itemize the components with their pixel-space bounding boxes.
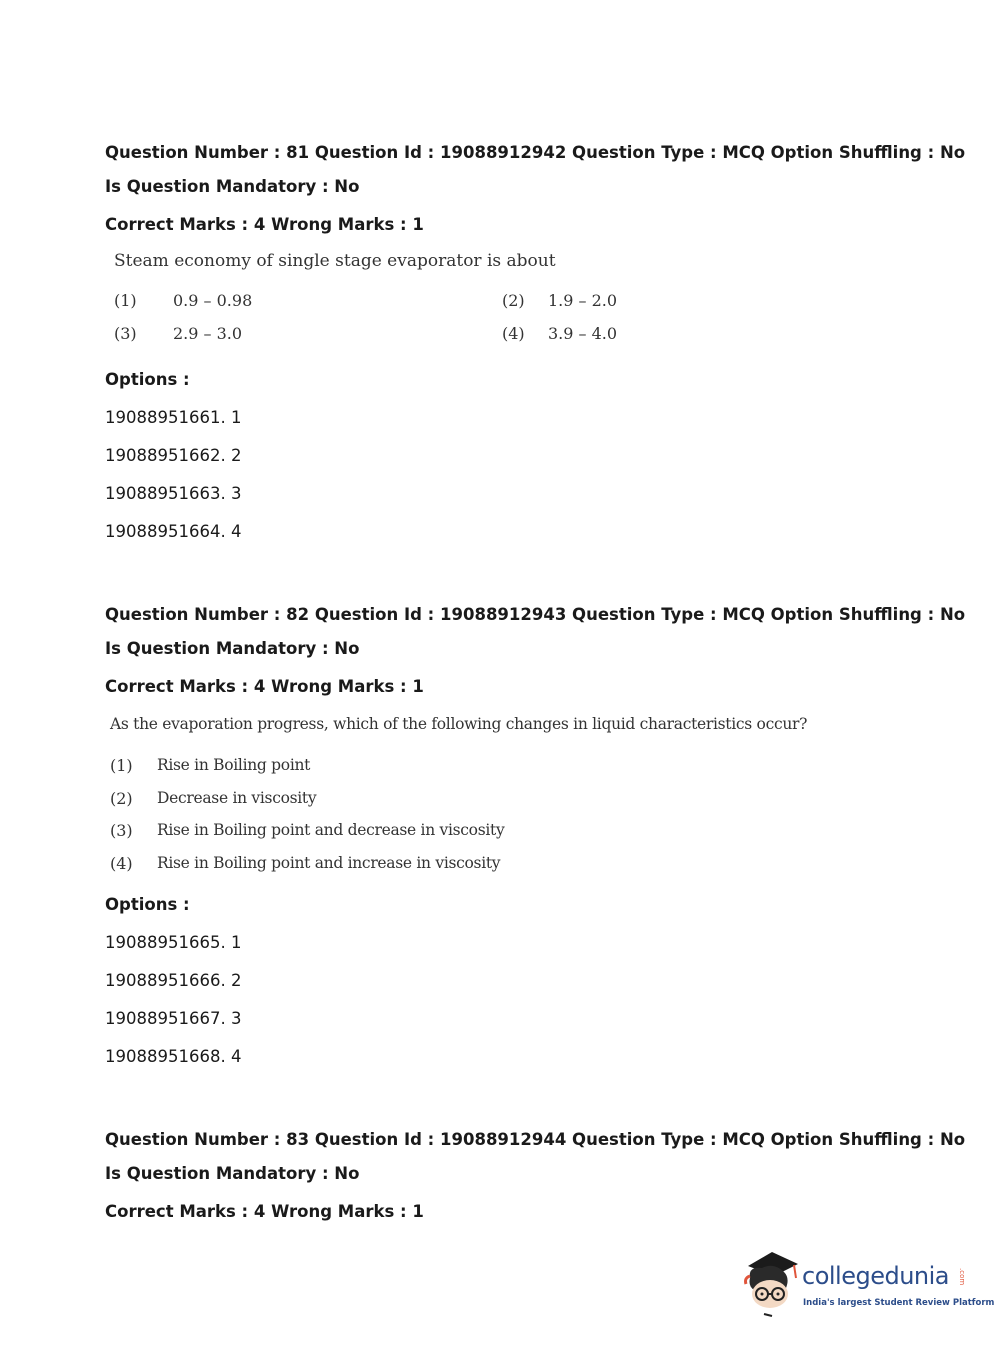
question-marks: Correct Marks : 4 Wrong Marks : 1 <box>105 677 424 696</box>
choice-number: (1) <box>110 756 133 775</box>
option-id: 19088951662. 2 <box>105 446 242 465</box>
logo-com: .com <box>958 1268 966 1286</box>
options-label: Options : <box>105 895 190 914</box>
question-marks: Correct Marks : 4 Wrong Marks : 1 <box>105 1202 424 1221</box>
choice-number: (1) <box>114 291 137 310</box>
question-marks: Correct Marks : 4 Wrong Marks : 1 <box>105 215 424 234</box>
choice-number: (2) <box>502 291 525 310</box>
question-stem: Steam economy of single stage evaporator is about <box>114 251 556 271</box>
choice-number: (3) <box>114 324 137 343</box>
choice-text: 0.9 – 0.98 <box>173 291 253 310</box>
question-mandatory: Is Question Mandatory : No <box>105 639 360 658</box>
choice-number: (3) <box>110 821 133 840</box>
choice-text: 2.9 – 3.0 <box>173 324 243 343</box>
question-header: Question Number : 83 Question Id : 19088912944 Question Type : MCQ Option Shuffling : No <box>105 1130 966 1149</box>
choice-text: 1.9 – 2.0 <box>548 291 618 310</box>
choice-text: 3.9 – 4.0 <box>548 324 618 343</box>
option-id: 19088951667. 3 <box>105 1009 242 1028</box>
choice-text: Decrease in viscosity <box>157 789 317 807</box>
choice-text: Rise in Boiling point and decrease in viscosity <box>157 821 505 839</box>
option-id: 19088951661. 1 <box>105 408 242 427</box>
option-id: 19088951665. 1 <box>105 933 242 952</box>
option-id: 19088951663. 3 <box>105 484 242 503</box>
question-stem: As the evaporation progress, which of the following changes in liquid characteristics occur? <box>110 715 808 733</box>
choice-text: Rise in Boiling point <box>157 756 311 774</box>
option-id: 19088951666. 2 <box>105 971 242 990</box>
question-mandatory: Is Question Mandatory : No <box>105 1164 360 1183</box>
choice-number: (2) <box>110 789 133 808</box>
choice-number: (4) <box>502 324 525 343</box>
option-id: 19088951668. 4 <box>105 1047 242 1066</box>
choice-text: Rise in Boiling point and increase in viscosity <box>157 854 501 872</box>
question-mandatory: Is Question Mandatory : No <box>105 177 360 196</box>
options-label: Options : <box>105 370 190 389</box>
option-id: 19088951664. 4 <box>105 522 242 541</box>
logo-wordmark: collegedunia <box>802 1262 950 1290</box>
question-header: Question Number : 82 Question Id : 19088912943 Question Type : MCQ Option Shuffling : No <box>105 605 966 624</box>
logo-tagline: India's largest Student Review Platform <box>803 1298 995 1308</box>
collegedunia-logo <box>742 1248 995 1320</box>
mascot-icon <box>742 1248 804 1320</box>
question-header: Question Number : 81 Question Id : 19088912942 Question Type : MCQ Option Shuffling : No <box>105 143 966 162</box>
choice-number: (4) <box>110 854 133 873</box>
